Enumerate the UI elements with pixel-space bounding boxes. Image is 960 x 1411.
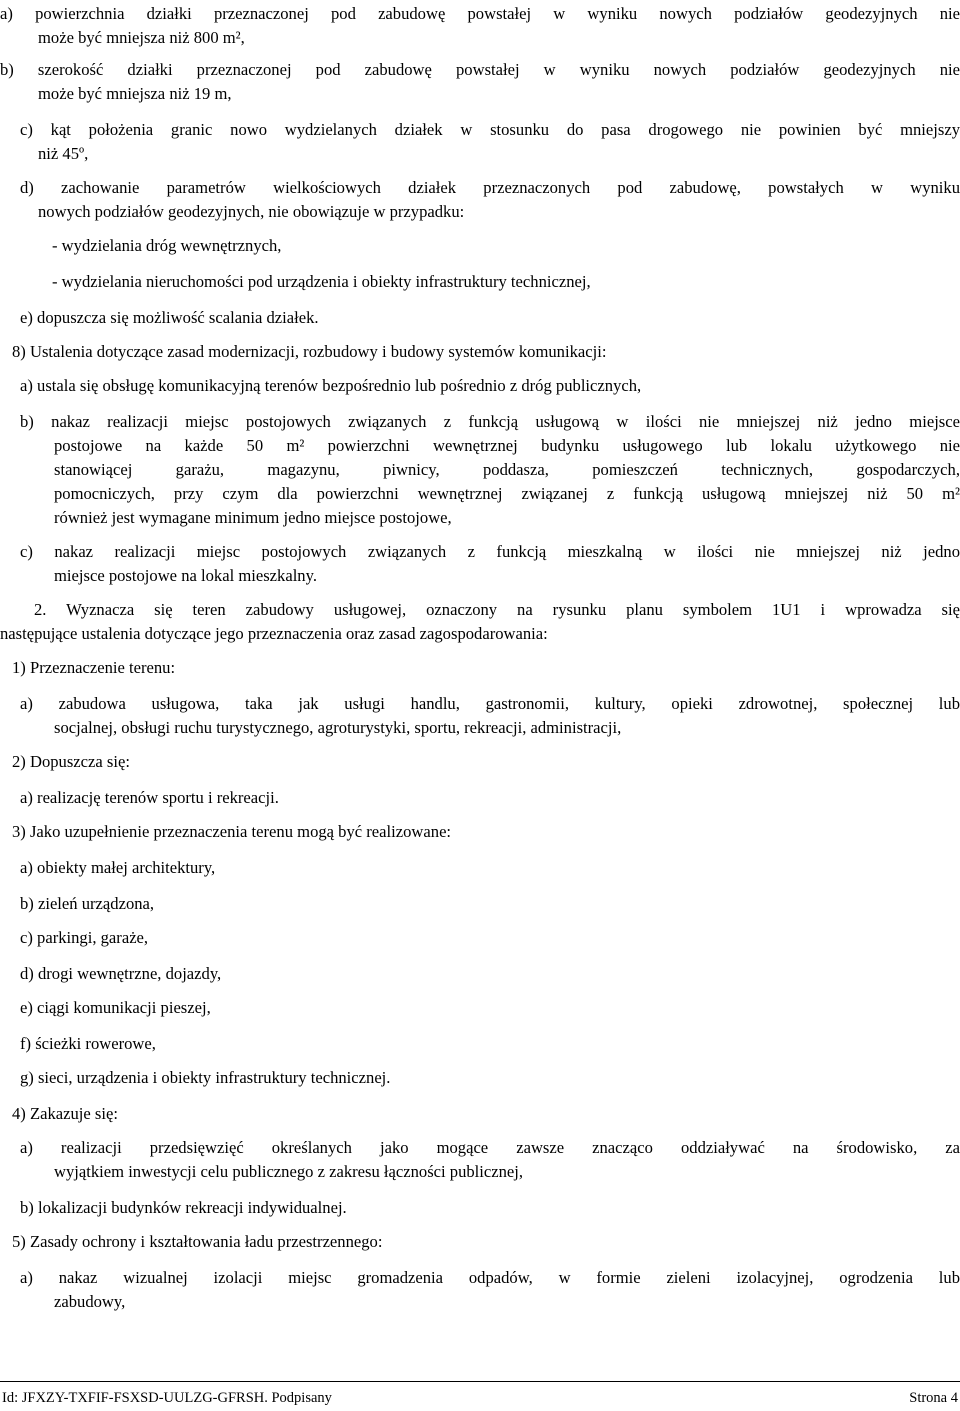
text-line: socjalnej, obsługi ruchu turystycznego, agroturystyki, sportu, rekreacji, administracji, — [54, 718, 622, 737]
text-line: wyjątkiem inwestycji celu publicznego z zakresu łączności publicznej, — [54, 1162, 524, 1181]
text-line: a) realizację terenów sportu i rekreacji. — [20, 788, 279, 807]
text-line: postojowe na każde 50 m² powierzchni wewnętrznej budynku usługowego lub lokalu użytkowego nie — [54, 436, 960, 455]
text-line: może być mniejsza niż 800 m², — [38, 28, 245, 47]
text-line: 2) Dopuszcza się: — [12, 752, 130, 771]
footer-page-number: Strona 4 — [909, 1390, 958, 1406]
text-line: g) sieci, urządzenia i obiekty infrastruktury technicznej. — [20, 1068, 391, 1087]
text-line: - wydzielania nieruchomości pod urządzenia i obiekty infrastruktury technicznej, — [52, 272, 591, 291]
footer-divider — [0, 1381, 960, 1382]
text-line: nowych podziałów geodezyjnych, nie obowiązuje w przypadku: — [38, 202, 465, 221]
text-line: b) lokalizacji budynków rekreacji indywidualnej. — [20, 1198, 347, 1217]
text-line: d) zachowanie parametrów wielkościowych działek przeznaczonych pod zabudowę, powstałych w wyniku — [20, 178, 960, 197]
text-line: zabudowy, — [54, 1292, 126, 1311]
text-line: a) realizacji przedsięwzięć określanych jako mogące zawsze znacząco oddziaływać na środowisko, za — [20, 1138, 960, 1157]
text-line: a) ustala się obsługę komunikacyjną terenów bezpośrednio lub pośrednio z dróg publicznych, — [20, 376, 642, 395]
text-line: - wydzielania dróg wewnętrznych, — [52, 236, 282, 255]
text-line: 3) Jako uzupełnienie przeznaczenia terenu mogą być realizowane: — [12, 822, 452, 841]
text-line: e) ciągi komunikacji pieszej, — [20, 998, 211, 1017]
text-line: d) drogi wewnętrzne, dojazdy, — [20, 964, 222, 983]
text-line: 1) Przeznaczenie terenu: — [12, 658, 176, 677]
text-line: następujące ustalenia dotyczące jego przeznaczenia oraz zasad zagospodarowania: — [0, 624, 548, 643]
text-line: a) nakaz wizualnej izolacji miejsc gromadzenia odpadów, w formie zieleni izolacyjnej, ogrodzenia lub — [20, 1268, 960, 1287]
text-line: 4) Zakazuje się: — [12, 1104, 118, 1123]
text-line: miejsce postojowe na lokal mieszkalny. — [54, 566, 317, 585]
text-line: f) ścieżki rowerowe, — [20, 1034, 156, 1053]
text-line: również jest wymagane minimum jedno miejsce postojowe, — [54, 508, 452, 527]
text-line: c) parkingi, garaże, — [20, 928, 149, 947]
text-line: 8) Ustalenia dotyczące zasad modernizacji, rozbudowy i budowy systemów komunikacji: — [12, 342, 607, 361]
text-line: b) nakaz realizacji miejsc postojowych związanych z funkcją usługową w ilości nie mniejszej niż jedno miejsce — [20, 412, 960, 431]
text-line: b) zieleń urządzona, — [20, 894, 155, 913]
text-line: pomocniczych, przy czym dla powierzchni wewnętrznej związanej z funkcją usługową mniejszej niż 50 m² — [54, 484, 960, 503]
text-line: a) powierzchnia działki przeznaczonej pod zabudowę powstałej w wyniku nowych podziałów geodezyjnych nie — [0, 4, 960, 23]
text-line: a) obiekty małej architektury, — [20, 858, 216, 877]
text-line: c) kąt położenia granic nowo wydzielanych działek w stosunku do pasa drogowego nie powinien być mniejszy — [20, 120, 960, 139]
text-line: a) zabudowa usługowa, taka jak usługi handlu, gastronomii, kultury, opieki zdrowotnej, społecznej lub — [20, 694, 960, 713]
footer-document-id: Id: JFXZY-TXFIF-FSXSD-UULZG-GFRSH. Podpisany — [2, 1390, 332, 1406]
text-line: e) dopuszcza się możliwość scalania działek. — [20, 308, 319, 327]
text-line: b) szerokość działki przeznaczonej pod zabudowę powstałej w wyniku nowych podziałów geodezyjnych nie — [0, 60, 960, 79]
text-line: 2. Wyznacza się teren zabudowy usługowej, oznaczony na rysunku planu symbolem 1U1 i wprowadza się — [34, 600, 960, 619]
text-line: niż 45º, — [38, 144, 89, 163]
text-line: c) nakaz realizacji miejsc postojowych związanych z funkcją mieszkalną w ilości nie mniejszej niż jedno — [20, 542, 960, 561]
text-line: może być mniejsza niż 19 m, — [38, 84, 232, 103]
text-line: stanowiącej garażu, magazynu, piwnicy, poddasza, pomieszczeń technicznych, gospodarczych, — [54, 460, 960, 479]
text-line: 5) Zasady ochrony i kształtowania ładu przestrzennego: — [12, 1232, 383, 1251]
